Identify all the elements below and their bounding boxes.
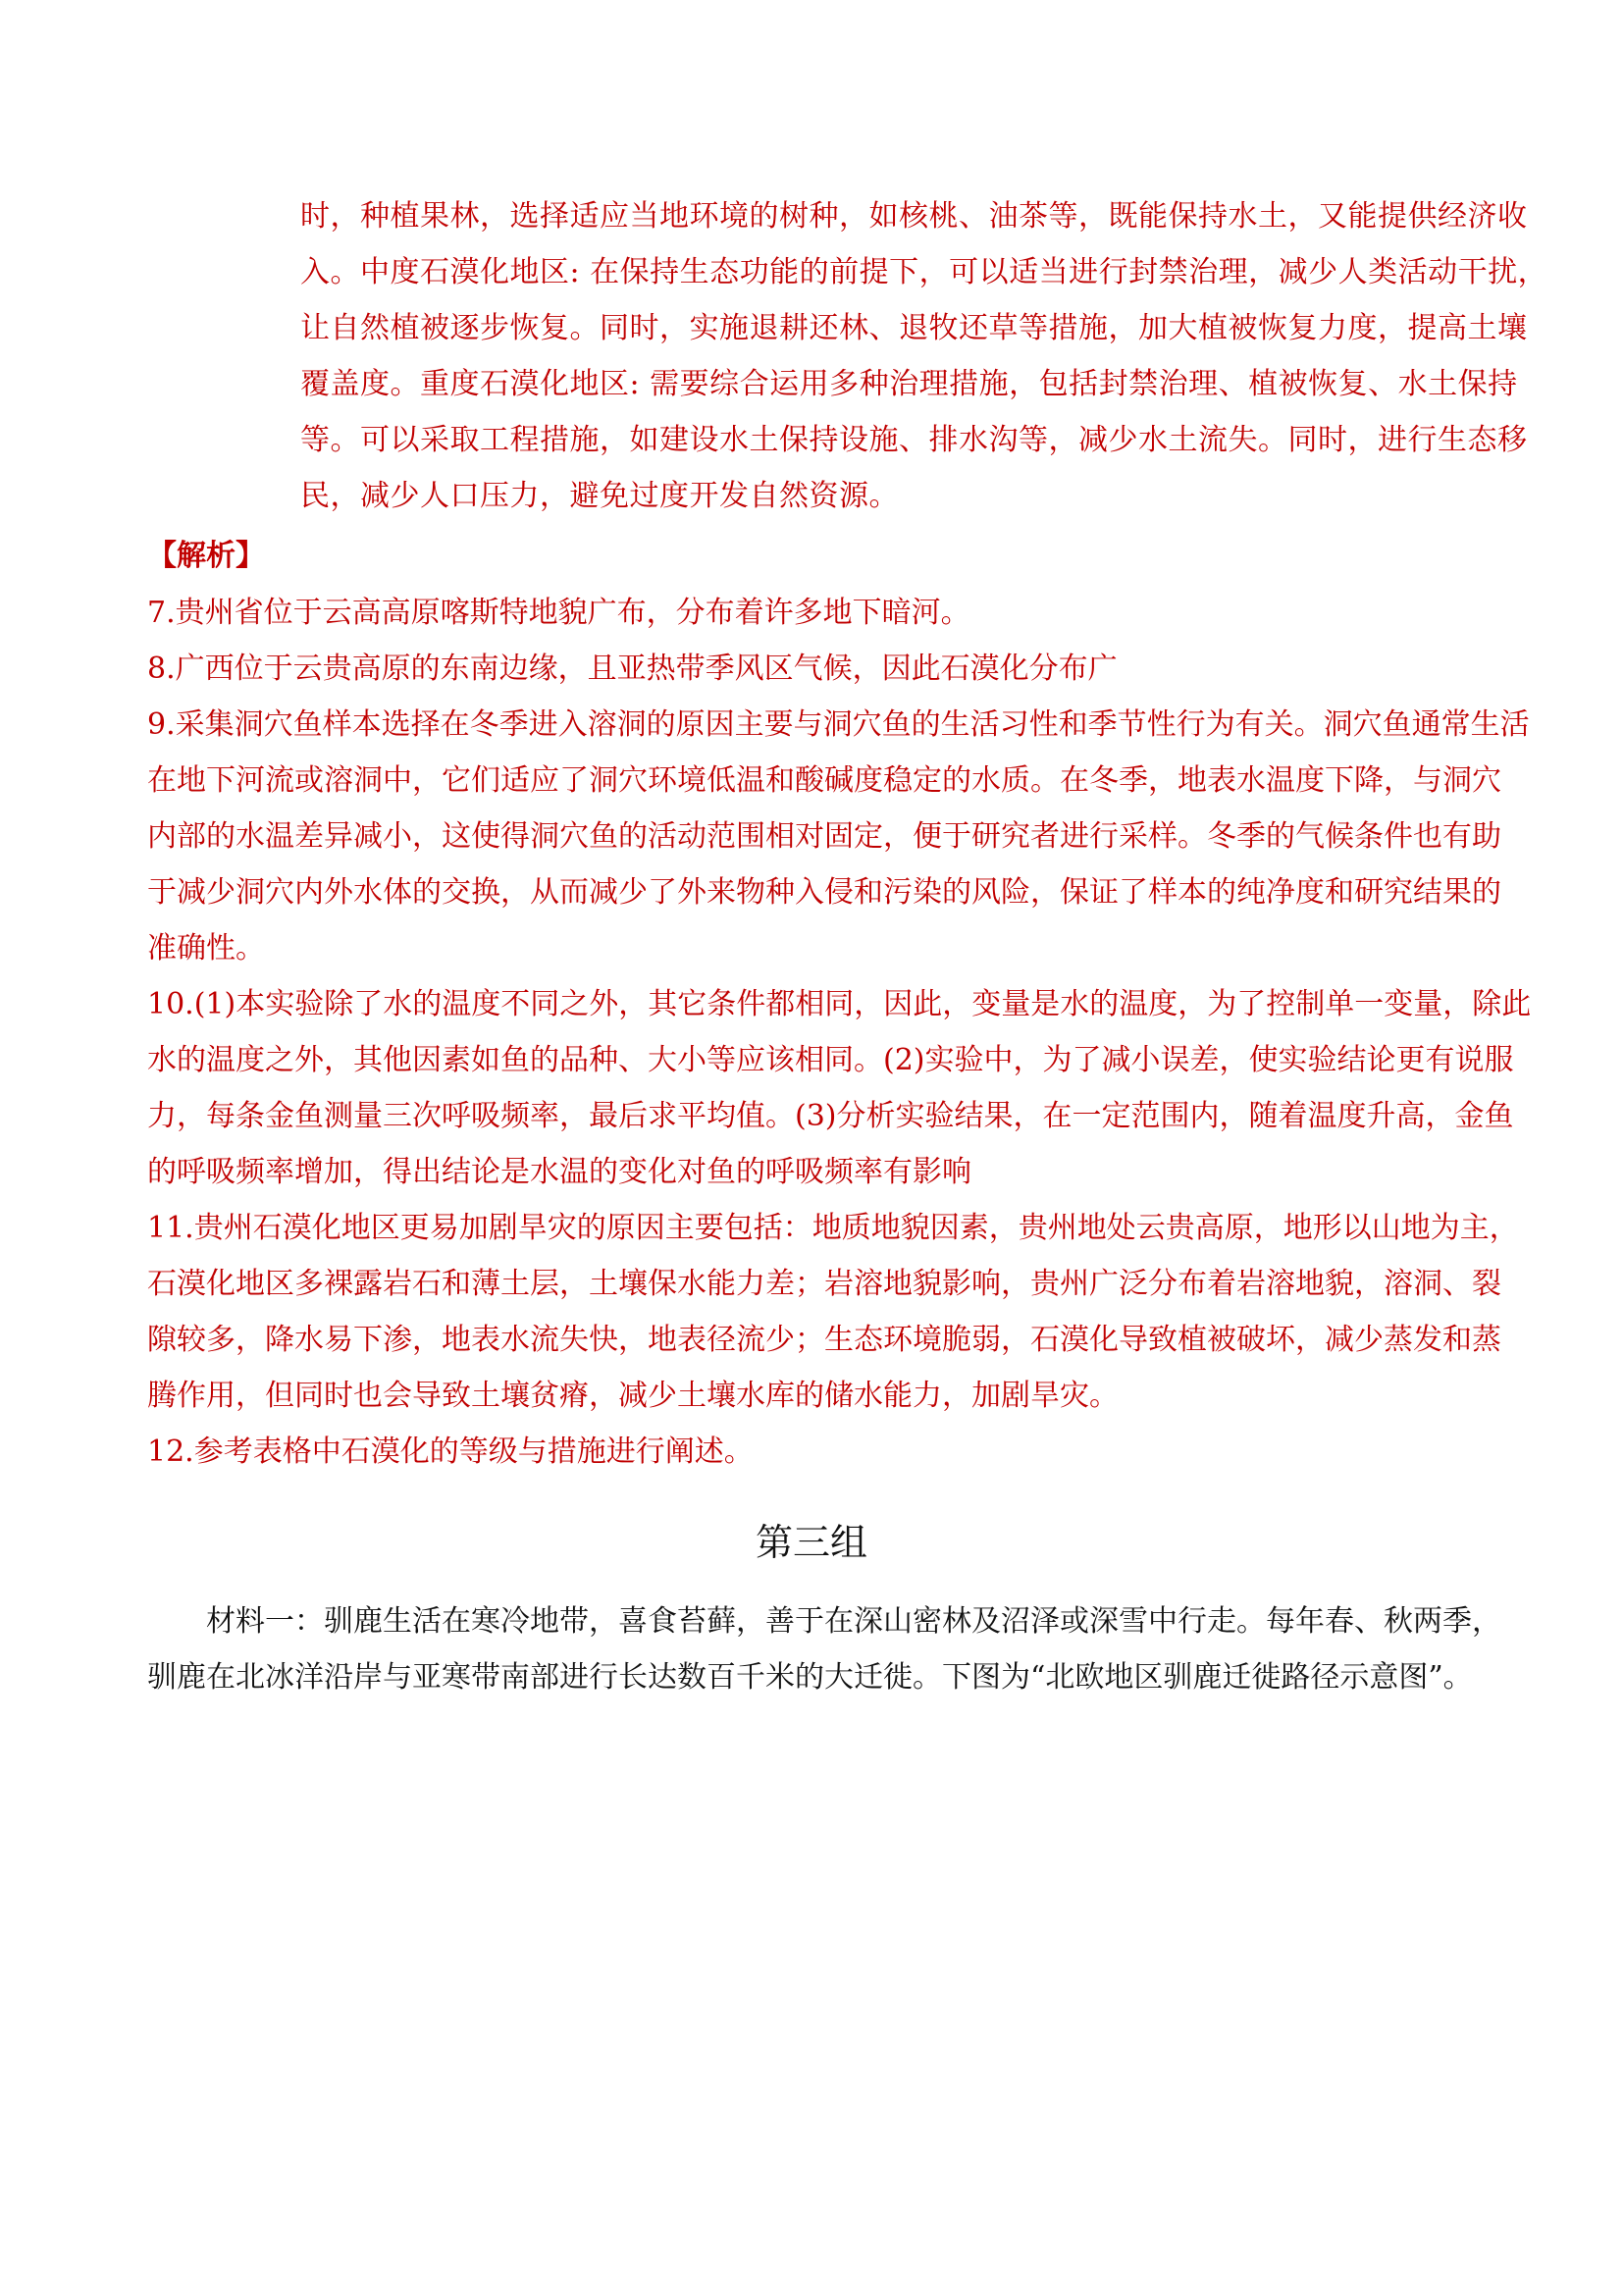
- material-line: 驯鹿在北冰洋沿岸与亚寒带南部进行长达数百千米的大迁徙。下图为“北欧地区驯鹿迁徙路径示意图”。: [147, 1660, 1473, 1695]
- group-title: 第三组: [755, 1521, 867, 1564]
- analysis-line: 的呼吸频率增加，得出结论是水温的变化对鱼的呼吸频率有影响: [147, 1155, 971, 1189]
- material-line: 材料一：驯鹿生活在寒冷地带，喜食苔藓，善于在深山密林及沼泽或深雪中行走。每年春、秋两季，: [206, 1604, 1501, 1639]
- analysis-line: 水的温度之外，其他因素如鱼的品种、大小等应该相同。(2)实验中，为了减小误差，使实验结论更有说服: [147, 1043, 1514, 1077]
- analysis-line: 于减少洞穴内外水体的交换，从而减少了外来物种入侵和污染的风险，保证了样本的纯净度和研究结果的: [147, 875, 1501, 910]
- answer-line: 让自然植被逐步恢复。同时，实施退耕还林、退牧还草等措施，加大植被恢复力度，提高土壤: [300, 311, 1528, 345]
- analysis-line: 10.(1)本实验除了水的温度不同之外，其它条件都相同，因此，变量是水的温度，为了控制单一变量，除此: [147, 987, 1532, 1021]
- analysis-line: 腾作用，但同时也会导致土壤贫瘠，减少土壤水库的储水能力，加剧旱灾。: [147, 1379, 1119, 1413]
- analysis-body: [147, 585, 1532, 1480]
- analysis-line: 12.参考表格中石漠化的等级与措施进行阐述。: [147, 1435, 754, 1469]
- answer-continuation: [300, 188, 1548, 524]
- analysis-heading: 【解析】: [147, 539, 265, 573]
- analysis-line: 在地下河流或溶洞中，它们适应了洞穴环境低温和酸碱度稳定的水质。在冬季，地表水温度下降，与洞穴: [147, 763, 1501, 798]
- analysis-line: 11.贵州石漠化地区更易加剧旱灾的原因主要包括：地质地貌因素，贵州地处云贵高原，地形以山地为主，: [147, 1211, 1519, 1245]
- analysis-line: 隙较多，降水易下渗，地表水流失快，地表径流少；生态环境脆弱，石漠化导致植被破坏，减少蒸发和蒸: [147, 1323, 1501, 1357]
- answer-line: 民，减少人口压力，避免过度开发自然资源。: [300, 479, 899, 513]
- analysis-line: 内部的水温差异减小，这使得洞穴鱼的活动范围相对固定，便于研究者进行采样。冬季的气候条件也有助: [147, 819, 1501, 854]
- analysis-line: 7.贵州省位于云高高原喀斯特地貌广布，分布着许多地下暗河。: [147, 596, 970, 630]
- answer-line: 入。中度石漠化地区: 在保持生态功能的前提下，可以适当进行封禁治理，减少人类活动干扰，: [300, 255, 1548, 289]
- answer-line: 覆盖度。重度石漠化地区: 需要综合运用多种治理措施，包括封禁治理、植被恢复、水土保持: [300, 367, 1518, 401]
- analysis-line: 9.采集洞穴鱼样本选择在冬季进入溶洞的原因主要与洞穴鱼的生活习性和季节性行为有关。洞穴鱼通常生活: [147, 707, 1530, 742]
- answer-line: 时，种植果林，选择适应当地环境的树种，如核桃、油茶等，既能保持水土，又能提供经济收: [300, 199, 1528, 234]
- answer-line: 等。可以采取工程措施，如建设水土保持设施、排水沟等，减少水土流失。同时，进行生态移: [300, 423, 1528, 457]
- analysis-line: 准确性。: [147, 931, 265, 965]
- analysis-line: 8.广西位于云贵高原的东南边缘，且亚热带季风区气候，因此石漠化分布广: [147, 652, 1118, 686]
- analysis-line: 力，每条金鱼测量三次呼吸频率，最后求平均值。(3)分析实验结果，在一定范围内，随着温度升高，金鱼: [147, 1099, 1514, 1133]
- material-paragraph: [147, 1593, 1501, 1705]
- analysis-line: 石漠化地区多裸露岩石和薄土层，土壤保水能力差；岩溶地貌影响，贵州广泛分布着岩溶地貌，溶洞、裂: [147, 1267, 1501, 1301]
